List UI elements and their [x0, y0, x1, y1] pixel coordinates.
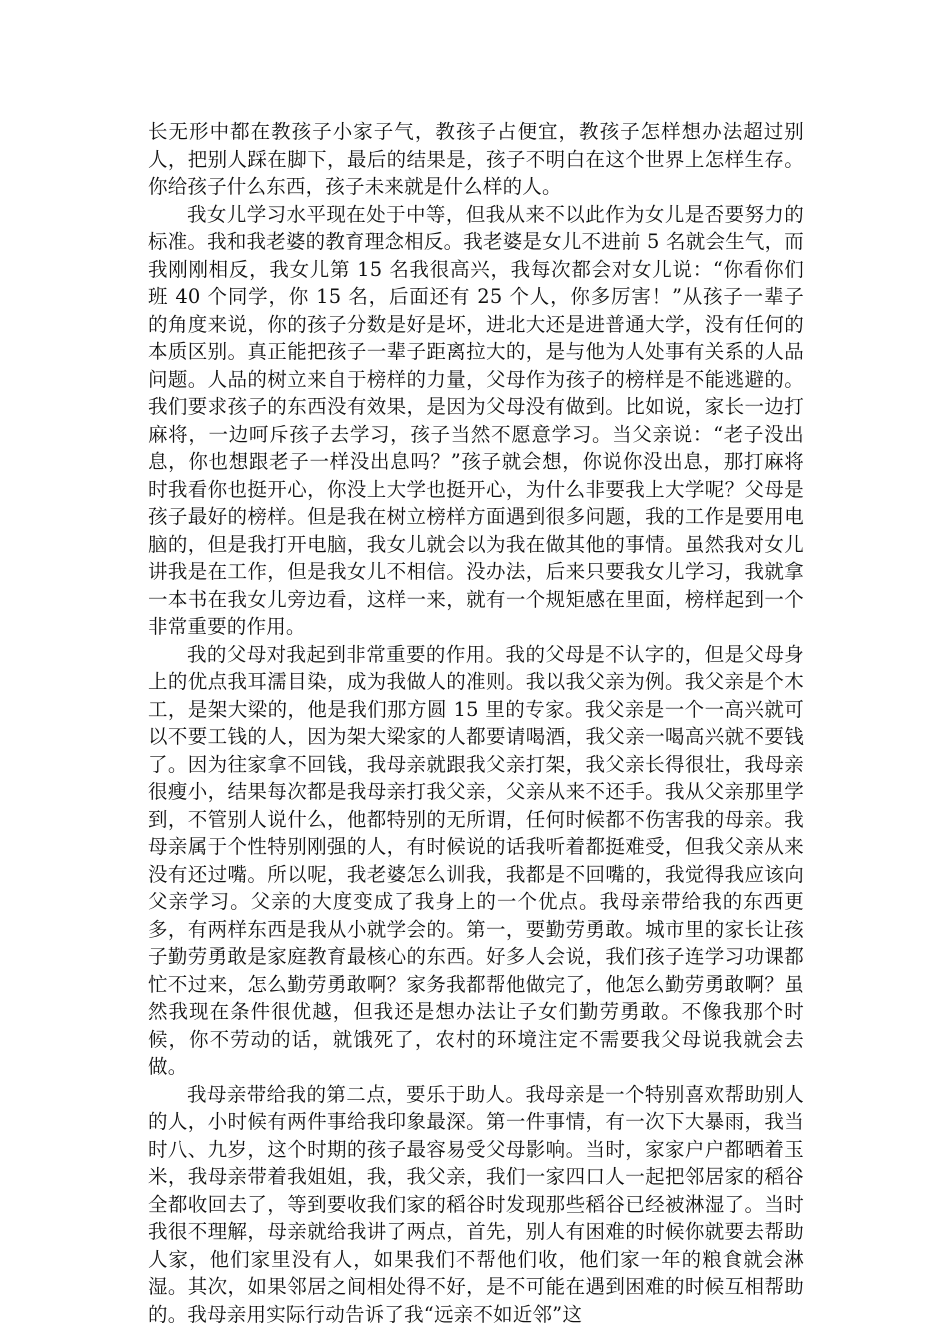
body-text: [148, 118, 804, 1328]
paragraph-1: 长无形中都在教孩子小家子气，教孩子占便宜，教孩子怎样想办法超过别人，把别人踩在脚下，最后的结果是，孩子不明白在这个世界上怎样生存。你给孩子什么东西，孩子未来就是什么样的人。: [148, 120, 804, 198]
paragraph-3: 我的父母对我起到非常重要的作用。我的父母是不认字的，但是父母身上的优点我耳濡目染，成为我做人的准则。我以我父亲为例。我父亲是个木工，是架大梁的，他是我们那方圆 15 里的专家。我父亲是一个一高兴就可以不要工钱的人，因为架大梁家的人都要请喝酒，我父亲一喝高兴就不要钱了。因为往家拿不回钱，我母亲就跟我父亲打架，我父亲长得很壮，我母亲很瘦小，结果每次都是我母亲打我父亲，父亲从来不还手。我从父亲那里学到，不管别人说什么，他都特别的无所谓，任何时候都不伤害我的母亲。我母亲属于个性特别刚强的人，有时候说的话我听着都挺难受，但我父亲从来没有还过嘴。所以呢，我老婆怎么训我，我都是不回嘴的，我觉得我应该向父亲学习。父亲的大度变成了我身上的一个优点。我母亲带给我的东西更多，有两样东西是我从小就学会的。第一，要勤劳勇敢。城市里的家长让孩子勤劳勇敢是家庭教育最核心的东西。好多人会说，我们孩子连学习功课都忙不过来，怎么勤劳勇敢啊？家务我都帮他做完了，他怎么勤劳勇敢啊？虽然我现在条件很优越，但我还是想办法让子女们勤劳勇敢。不像我那个时候，你不劳动的话，就饿死了，农村的环境注定不需要我父母说我就会去做。: [148, 642, 804, 1078]
paragraph-2: 我女儿学习水平现在处于中等，但我从来不以此作为女儿是否要努力的标准。我和我老婆的教育理念相反。我老婆是女儿不进前 5 名就会生气，而我刚刚相反，我女儿第 15 名我很高兴，我每次都会对女儿说：“你看你们班 40 个同学，你 15 名，后面还有 25 个人，你多厉害！”从孩子一辈子的角度来说，你的孩子分数是好是坏，进北大还是进普通大学，没有任何的本质区别。真正能把孩子一辈子距离拉大的，是与他为人处事有关系的人品问题。人品的树立来自于榜样的力量，父母作为孩子的榜样是不能逃避的。我们要求孩子的东西没有效果，是因为父母没有做到。比如说，家长一边打麻将，一边呵斥孩子去学习，孩子当然不愿意学习。当父亲说：“老子没出息，你也想跟老子一样没出息吗？”孩子就会想，你说你没出息，那打麻将时我看你也挺开心，你没上大学也挺开心，为什么非要我上大学呢？父母是孩子最好的榜样。但是我在树立榜样方面遇到很多问题，我的工作是要用电脑的，但是我打开电脑，我女儿就会以为我在做其他的事情。虽然我对女儿讲我是在工作，但是我女儿不相信。没办法，后来只要我女儿学习，我就拿一本书在我女儿旁边看，这样一来，就有一个规矩感在里面，榜样起到一个非常重要的作用。: [148, 202, 804, 638]
paragraph-4: 我母亲带给我的第二点，要乐于助人。我母亲是一个特别喜欢帮助别人的人，小时候有两件事给我印象最深。第一件事情，有一次下大暴雨，我当时八、九岁，这个时期的孩子最容易受父母影响。当时，家家户户都晒着玉米，我母亲带着我姐姐，我，我父亲，我们一家四口人一起把邻居家的稻谷全都收回去了，等到要收我们家的稻谷时发现那些稻谷已经被淋湿了。当时我很不理解，母亲就给我讲了两点，首先，别人有困难的时候你就要去帮助人家，他们家里没有人，如果我们不帮他们收，他们家一年的粮食就会淋湿。其次，如果邻居之间相处得不好，是不可能在遇到困难的时候互相帮助的。我母亲用实际行动告诉了我“远亲不如近邻”这: [148, 1082, 804, 1326]
